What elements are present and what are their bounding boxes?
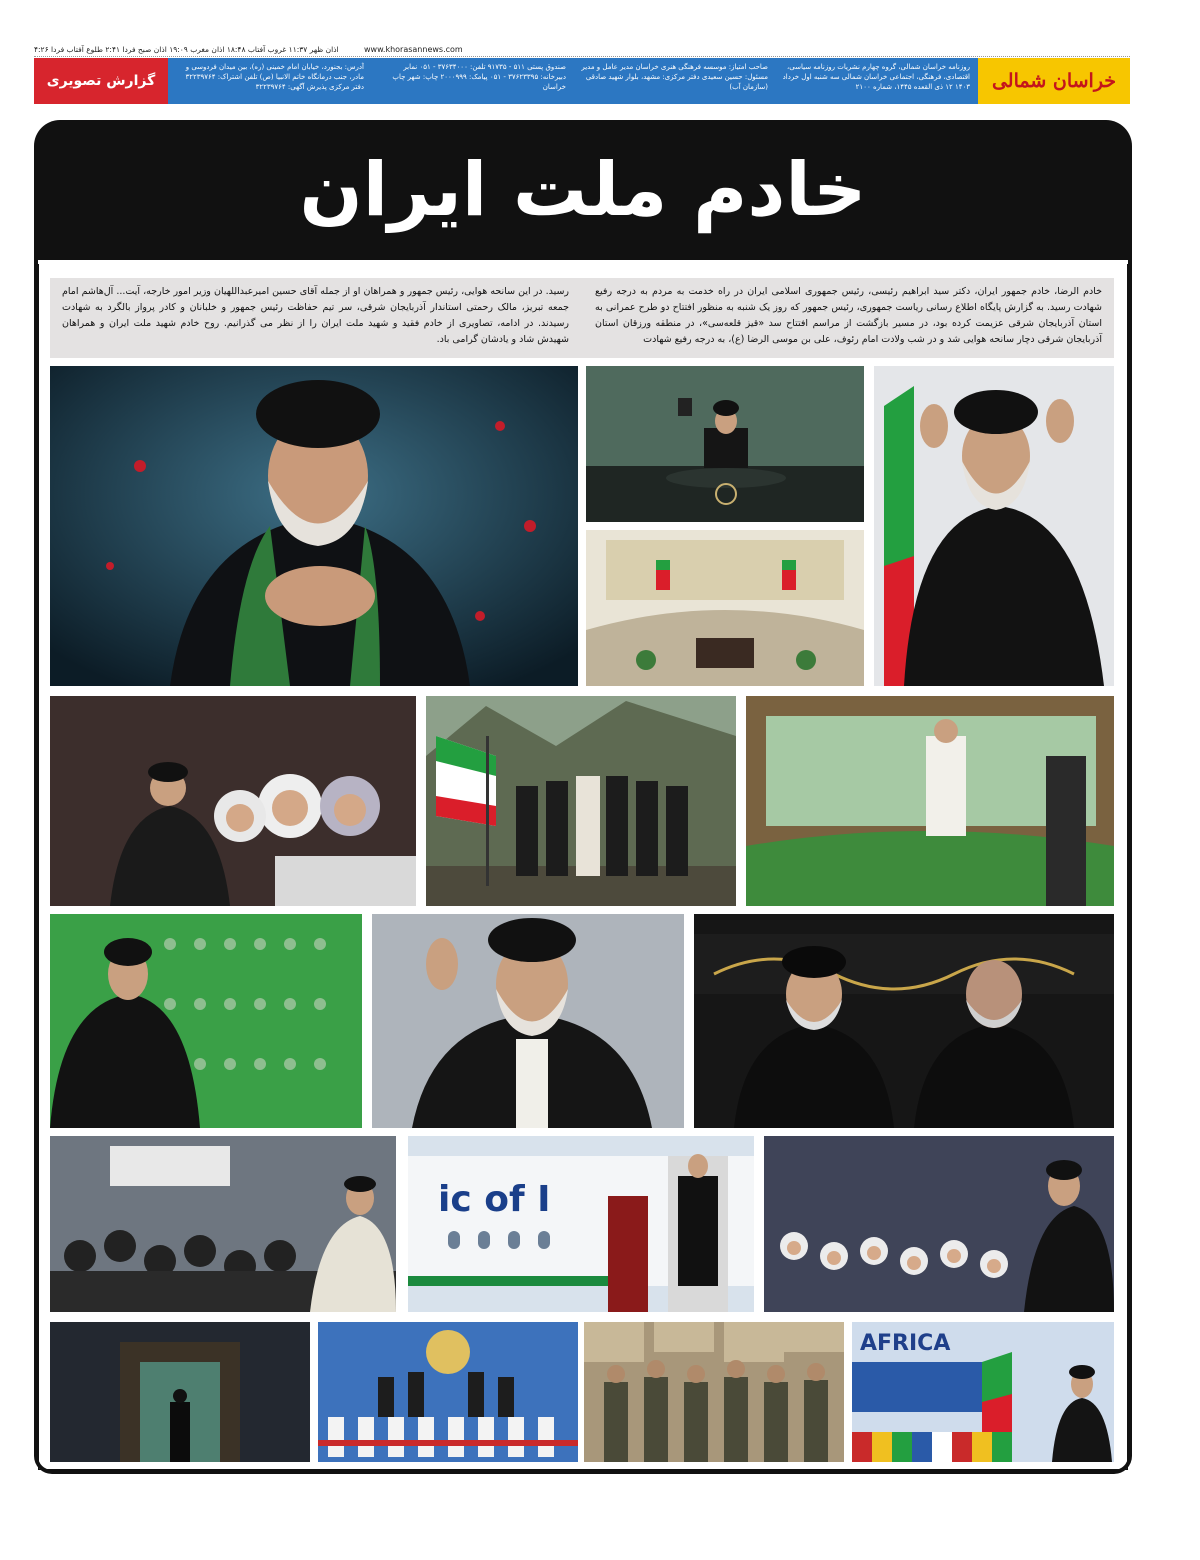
photo-un-podium-quran-image bbox=[586, 366, 864, 522]
masthead-col-address: آدرس: بجنورد، خیابان امام خمینی (ره)، بین میدان فردوسی و مادر، جنب درمانگاه خاتم الانبیا (ص) تلفن اشتراک: ۳۲۲۳۹۷۶۴ دفتر مرکزی پذیرش آگهی: ۳۲۲۳۹۷۶۴ bbox=[185, 63, 364, 91]
masthead-col-publisher: روزنامه خراسان شمالی، گروه چهارم نشریات روزنامه سیاسی، اقتصادی، فرهنگی، اجتماعی خراسان شمالی سه شنبه اول خرداد ۱۴۰۳ ۱۲ ذی القعده ۱۴۴۵، شماره ۲۱۰۰ bbox=[782, 63, 970, 91]
photo-africa-conference bbox=[852, 1322, 1114, 1462]
photo-aircraft-stairs-image bbox=[408, 1136, 754, 1312]
svg-text:ic of I: ic of I bbox=[438, 1179, 551, 1220]
photo-cabinet-meeting-image bbox=[586, 530, 864, 686]
top-divider bbox=[34, 56, 1130, 57]
photo-shrine-interior bbox=[50, 1322, 310, 1462]
photo-shrine-interior-image bbox=[50, 1322, 310, 1462]
photo-shrine-tomb bbox=[746, 696, 1114, 906]
masthead-col-contact: صندوق پستی ۵۱۱ - ۹۱۷۳۵ تلفن: ۳۷۶۳۴۰۰۰ - ۰۵۱ نمابر دبیرخانه: ۳۷۶۲۳۳۹۵ - ۰۵۱ پیامک: ۲۰۰۰۹۹۹ چاپ: شهر چاپ خراسان bbox=[392, 63, 566, 91]
photo-un-podium-quran bbox=[586, 366, 864, 522]
photo-with-students-image bbox=[50, 696, 416, 906]
intro-paragraph-right: خادم الرضا، خادم جمهور ایران، دکتر سید ابراهیم رئیسی، رئیس جمهوری اسلامی ایران در راه خدمت به مردم به درجه رفیع شهادت رسید. به گزارش پایگاه اطلاع رسانی ریاست جمهوری، رئیس جمهور که روز یک شنبه به منظور افتتاح دو طرح عمرانی به استان آذربایجان شرقی عزیمت کرده بود، در مسیر بازگشت از مراسم افتتاح سد «قیز قلعه‌سی»، در منطقه ورزقان استان آذربایجان شرقی دچار سانحه هوایی شد و در شب ولادت امام رئوف، علی بن موسی الرضا (ع)، به درجه رفیع شهادت bbox=[595, 286, 1102, 345]
photo-sports-team bbox=[318, 1322, 578, 1462]
photo-aircraft-stairs bbox=[408, 1136, 754, 1312]
section-label: گزارش تصویری bbox=[34, 58, 168, 104]
photo-shrine-tomb-image bbox=[746, 696, 1114, 906]
photo-crowd-greeting-image bbox=[50, 1136, 396, 1312]
masthead bbox=[34, 58, 1130, 104]
photo-greeting-hand-on-heart bbox=[50, 366, 578, 686]
photo-students-event bbox=[764, 1136, 1114, 1312]
photo-waving-with-flag-image bbox=[874, 366, 1114, 686]
photo-students-event-image bbox=[764, 1136, 1114, 1312]
photo-dam-inauguration bbox=[426, 696, 736, 906]
newspaper-logo: خراسان شمالی bbox=[978, 58, 1130, 104]
prayer-times: اذان ظهر ۱۱:۳۷ غروب آفتاب ۱۸:۴۸ اذان مغرب ۱۹:۰۹ اذان صبح فردا ۲:۴۱ طلوع آفتاب فردا ۴:۲۶ bbox=[34, 45, 339, 54]
svg-text:AFRICA: AFRICA bbox=[860, 1331, 951, 1356]
photo-with-soleimani-image bbox=[694, 914, 1114, 1128]
top-info-line bbox=[34, 42, 1130, 58]
masthead-info bbox=[168, 58, 978, 104]
photo-shrine-greeting-image bbox=[50, 914, 362, 1128]
photo-with-students bbox=[50, 696, 416, 906]
intro-paragraph-left: رسید. در این سانحه هوایی، رئیس جمهور و همراهان او از جمله آقای حسین امیرعبداللهیان وزیر امور خارجه، آیت... آل‌هاشم امام جمعه تبریز، مالک رحمتی استاندار آذربایجان شرقی، سر تیم حفاظت رئیس جمهور و خلبانان و کادر پرواز بالگرد به شهادت رسیدند. در ادامه، تصاویری از خادم فقید و شهید ملت ایران را از نظر می گذرانیم. روح خادم شهید ملت ایران و همراهان شهیدش شاد و یادشان گرامی باد. bbox=[62, 286, 569, 345]
photo-waving-with-flag bbox=[874, 366, 1114, 686]
photo-with-soleimani bbox=[694, 914, 1114, 1128]
photo-sports-team-image bbox=[318, 1322, 578, 1462]
photo-trench-group bbox=[584, 1322, 844, 1462]
site-url[interactable]: www.khorasannews.com bbox=[364, 45, 463, 54]
photo-africa-conference-image bbox=[852, 1322, 1114, 1462]
photo-dam-inauguration-image bbox=[426, 696, 736, 906]
intro-box bbox=[50, 278, 1114, 358]
photo-waving-portrait-image bbox=[372, 914, 684, 1128]
masthead-col-owner: صاحب امتیاز: موسسه فرهنگی هنری خراسان مدیر عامل و مدیر مسئول: حسین سعیدی دفتر مرکزی: مشهد، بلوار شهید صادقی (سازمان آب) bbox=[581, 63, 768, 91]
page-title: خادم ملت ایران bbox=[299, 147, 867, 233]
photo-crowd-greeting bbox=[50, 1136, 396, 1312]
photo-waving-portrait bbox=[372, 914, 684, 1128]
photo-greeting-hand-on-heart-image bbox=[50, 366, 578, 686]
photo-cabinet-meeting bbox=[586, 530, 864, 686]
photo-trench-group-image bbox=[584, 1322, 844, 1462]
headline-bar bbox=[34, 120, 1132, 260]
photo-shrine-greeting bbox=[50, 914, 362, 1128]
